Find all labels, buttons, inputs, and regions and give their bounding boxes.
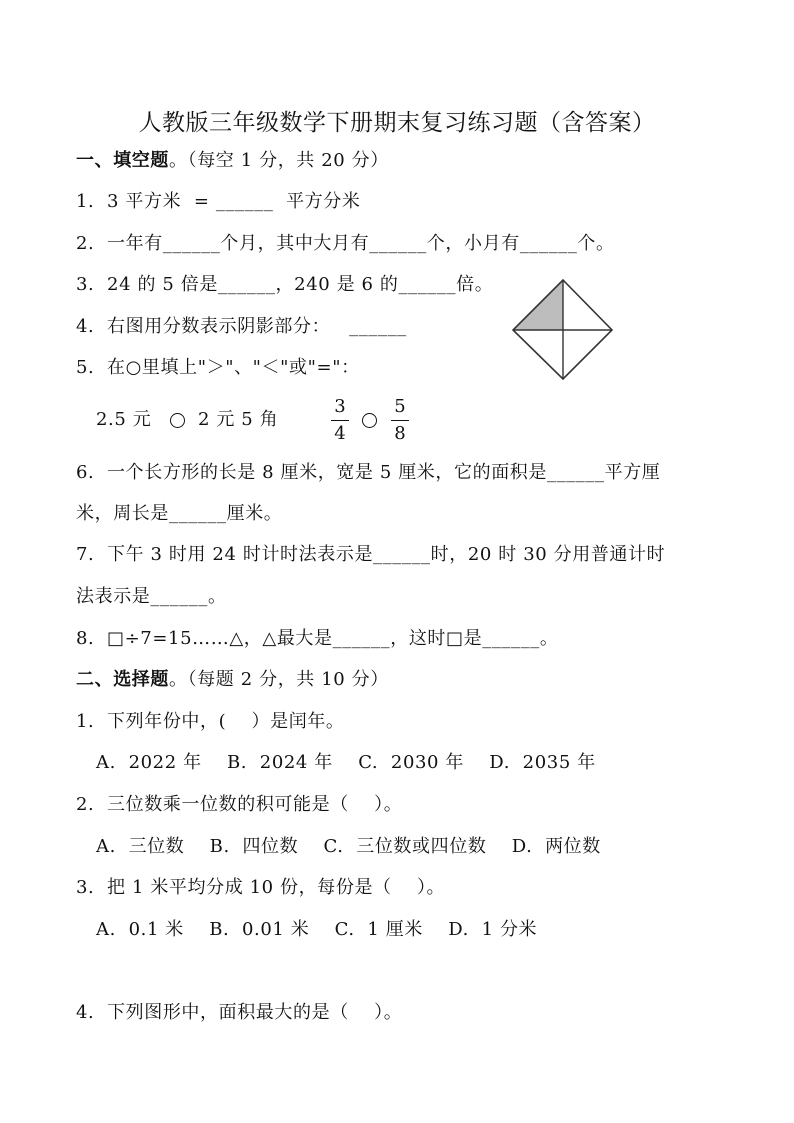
compare-left-value: 2.5 元: [96, 409, 152, 430]
question-1-6-line-1: 6. 一个长方形的长是 8 厘米，宽是 5 厘米，它的面积是______平方厘: [76, 462, 661, 483]
question-1-7-line-2: 法表示是______。: [76, 586, 227, 607]
fraction-numerator: 5: [394, 396, 406, 417]
compare-circle-1[interactable]: [170, 413, 185, 428]
diamond-shaded-figure: [512, 279, 613, 380]
section-1-note: 。（每空 1 分，共 20 分）: [169, 150, 389, 171]
question-1-6-line-2: 米，周长是______厘米。: [76, 503, 283, 524]
question-2-2: 2. 三位数乘一位数的积可能是（ ）。: [76, 794, 403, 815]
question-1-1: 1. 3 平方米 = ______ 平方分米: [76, 191, 361, 212]
compare-right-value: 2 元 5 角: [198, 409, 279, 430]
fraction-three-quarters: [330, 396, 350, 445]
fraction-bar: [331, 420, 349, 421]
section-1-heading: 一、填空题: [76, 150, 169, 171]
fraction-numerator: 3: [334, 396, 346, 417]
section-1-header: [76, 149, 389, 173]
question-2-2-options: A. 三位数 B. 四位数 C. 三位数或四位数 D. 两位数: [96, 836, 601, 857]
fraction-denominator: 8: [394, 423, 406, 444]
question-2-1-options: A. 2022 年 B. 2024 年 C. 2030 年 D. 2035 年: [96, 752, 596, 773]
question-2-3-options: A. 0.1 米 B. 0.01 米 C. 1 厘米 D. 1 分米: [96, 919, 538, 940]
question-1-4: 4. 右图用分数表示阴影部分： ______: [76, 316, 407, 337]
section-2-header: [76, 668, 389, 692]
question-1-5: 5. 在○里填上"＞"、"＜"或"="：: [76, 357, 360, 378]
question-2-4: 4. 下列图形中，面积最大的是（ ）。: [76, 1002, 403, 1023]
question-1-8: 8. □÷7=15……△，△最大是______，这时□是______。: [76, 628, 559, 649]
question-1-7-line-1: 7. 下午 3 时用 24 时计时法表示是______时，20 时 30 分用普通计时: [76, 544, 666, 565]
section-2-note: 。（每题 2 分，共 10 分）: [169, 669, 389, 690]
compare-circle-2[interactable]: [362, 413, 377, 428]
page-title: 人教版三年级数学下册期末复习练习题（含答案）: [138, 110, 656, 136]
question-2-1: 1. 下列年份中，( ）是闰年。: [76, 711, 345, 732]
question-1-2: 2. 一年有______个月，其中大月有______个，小月有______个。: [76, 233, 615, 254]
section-2-heading: 二、选择题: [76, 669, 169, 690]
fraction-five-eighths: [390, 396, 410, 445]
fraction-denominator: 4: [334, 423, 346, 444]
question-2-3: 3. 把 1 米平均分成 10 份，每份是（ ）。: [76, 877, 446, 898]
question-1-3: 3. 24 的 5 倍是______，240 是 6 的______倍。: [76, 274, 494, 295]
fraction-bar: [391, 420, 409, 421]
